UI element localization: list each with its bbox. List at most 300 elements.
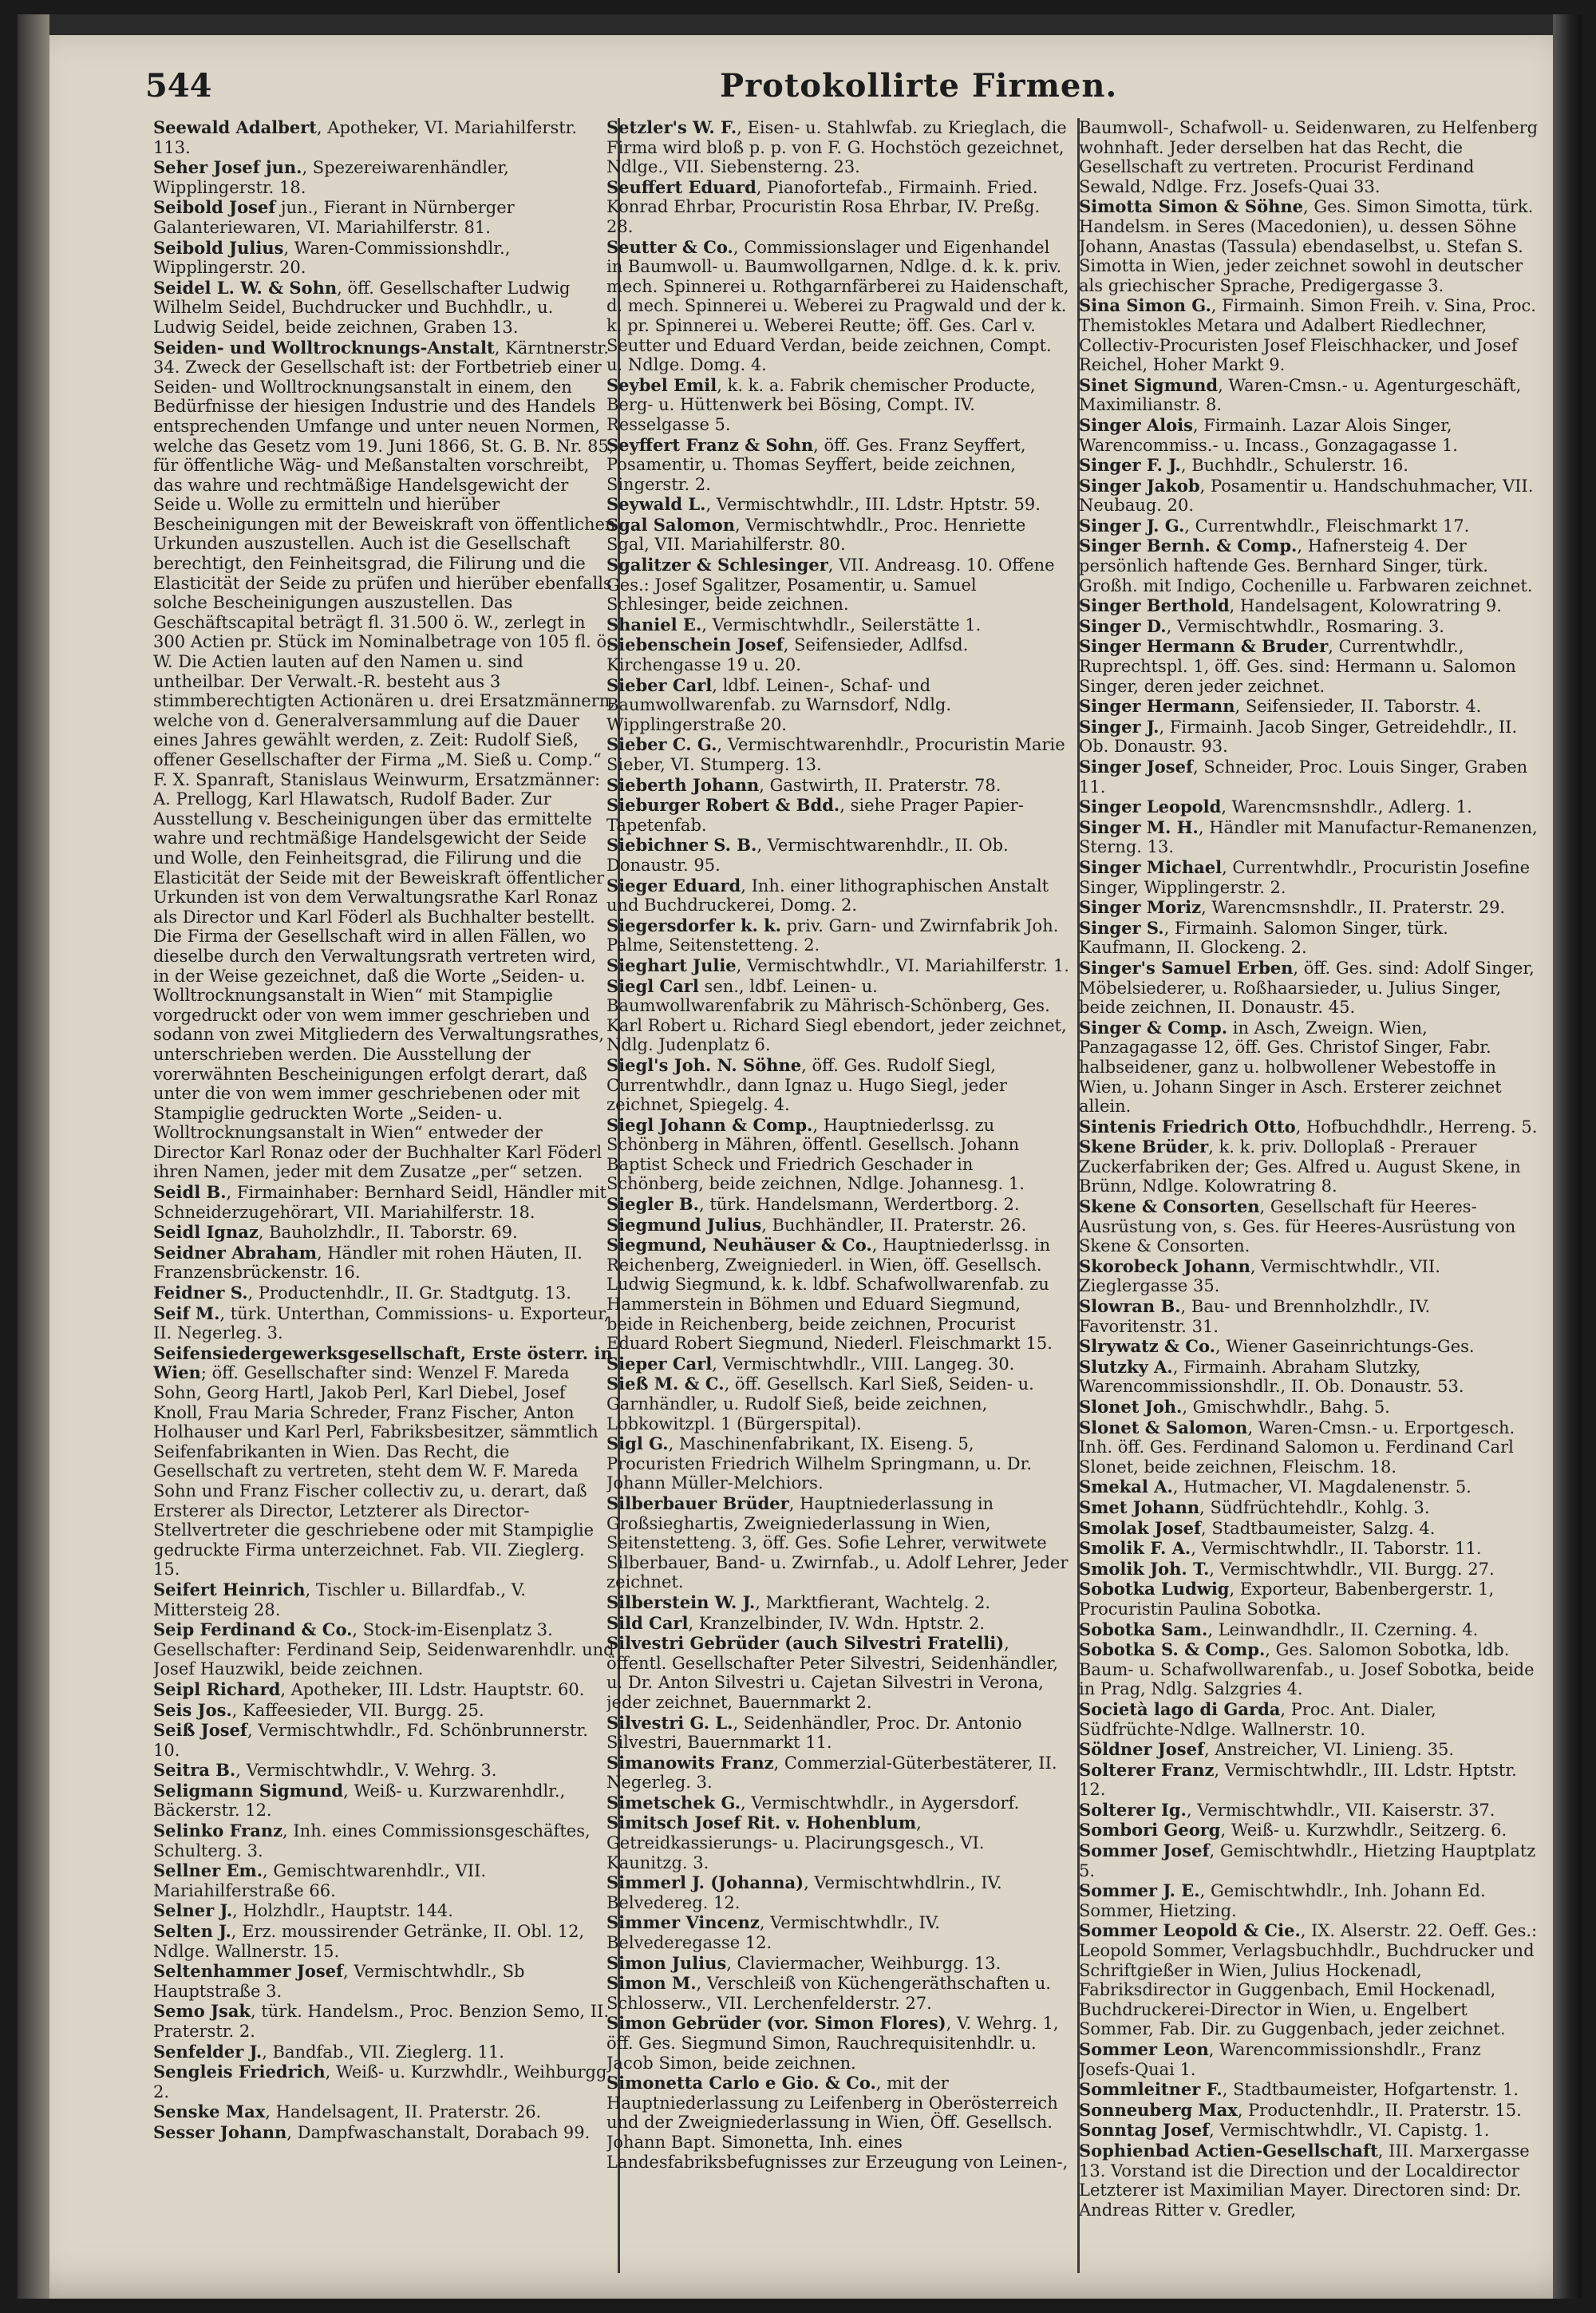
firm-details: , Waren-Cmsn.- u. Agenturgeschäft, Maximilianstr. 8. — [1079, 375, 1522, 415]
firm-name: Singer D. — [1079, 615, 1167, 636]
firm-details: , Vermischtwhdlr., VI. Mariahilferstr. 1. — [736, 955, 1069, 975]
directory-entry — [153, 1183, 616, 1222]
firm-name: Slonet Joh. — [1079, 1397, 1183, 1417]
firm-name: Slowran B. — [1079, 1296, 1181, 1317]
directory-entry — [606, 1913, 1069, 1952]
page-title: Protokollirte Firmen. — [720, 67, 1118, 105]
firm-details: , Ges. Simon Simotta, türk. Handelsm. in Seres (Macedonien), u. dessen Söhne Johann, Anastas (Tassula) ebendaselbst, u. Stefan S. Simotta in Wien, jeder zeichnet sowohl in deutscher als griechischer Sprache, Predigergasse 3. — [1079, 197, 1534, 295]
directory-entry — [1079, 1740, 1542, 1760]
firm-name: Sgalitzer & Schlesinger — [606, 555, 828, 575]
directory-entry — [1079, 2080, 1542, 2100]
firm-name: Sommer Josef — [1079, 1841, 1210, 1861]
firm-details: , Weiß- u. Kurzwarenhdlr., Bäckerstr. 12. — [153, 1781, 566, 1821]
directory-entry — [1079, 118, 1542, 196]
firm-details: , Vermischtwhdlrin., IV. Belvedereg. 12. — [606, 1873, 1002, 1912]
firm-name: Sombori Georg — [1079, 1820, 1221, 1841]
directory-entry — [1079, 1821, 1542, 1841]
firm-details: , Gesellschaft für Heeres-Ausrüstung von, s. Ges. für Heeres-Ausrüstung von Skene & Consorten. — [1079, 1197, 1516, 1256]
firm-details: , Hauptniederlssg. in Reichenberg, Zweigniederl. in Wien, öff. Gesellsch. Ludwig Siegmund, k. k. ldbf. Schafwollwarenfab. zu Hammerstein in Böhmen und Eduard Siegmund, beide in Reichenberg, beide zeichnen, Procurist Eduard Robert Siegmund, Niederl. Fleischmarkt 15. — [606, 1236, 1053, 1354]
firm-details: , öff. Ges. Rudolf Siegl, Currentwhdlr., dann Ignaz u. Hugo Siegl, jeder zeichnet, Spiegelg. 4. — [606, 1055, 1008, 1115]
firm-details: , Eisen- u. Stahlwfab. zu Krieglach, die Firma wird bloß p. p. von F. G. Hochstöch gezeichnet, Ndlge., VII. Siebensterng. 23. — [606, 118, 1067, 177]
directory-entry — [153, 1962, 616, 2001]
firm-name: Sommer J. E. — [1079, 1880, 1200, 1901]
firm-name: Sieger Eduard — [606, 875, 741, 896]
firm-name: Sobotka S. & Comp. — [1079, 1639, 1266, 1660]
firm-name: Skorobeck Johann — [1079, 1255, 1250, 1276]
firm-details: , Vermischtwhdlr., VII. Kaiserstr. 37. — [1186, 1800, 1495, 1820]
firm-details: , Vermischtwhdlr., Proc. Henriette Sgal, VII. Mariahilferstr. 80. — [606, 515, 1026, 555]
firm-name: Singer M. H. — [1079, 816, 1199, 837]
directory-entry — [1079, 959, 1542, 1018]
firm-name: Sgal Salomon — [606, 514, 735, 535]
directory-entry — [1079, 718, 1542, 757]
firm-name: Sieberth Johann — [606, 774, 760, 795]
firm-details: , Händler mit Manufactur-Remanenzen, Sterng. 13. — [1079, 817, 1538, 857]
firm-details: , Vermischtwhdlr., V. Wehrg. 3. — [235, 1761, 497, 1781]
directory-entry — [1079, 697, 1542, 717]
firm-details: , Bauholzhdlr., II. Taborstr. 69. — [258, 1223, 518, 1243]
directory-entry — [1079, 2040, 1542, 2079]
firm-details: , Waren-Cmsn.- u. Erportgesch. Inh. öff. Ges. Ferdinand Salomon u. Ferdinand Carl Slonet, beide zeichnen, Fleischm. 18. — [1079, 1417, 1515, 1477]
directory-entry — [606, 1374, 1069, 1433]
directory-entry — [153, 1620, 616, 1679]
firm-details: , ldbf. Leinen-, Schaf- und Baumwollwarenfab. zu Warnsdorf, Ndlg. Wipplingerstraße 20. — [606, 675, 952, 734]
firm-details: , Productenhdlr., II. Praterstr. 15. — [1237, 2100, 1522, 2120]
directory-entry — [1079, 1197, 1542, 1256]
firm-name: Smet Johann — [1079, 1497, 1200, 1517]
firm-name: Seip Ferdinand & Co. — [153, 1619, 353, 1640]
directory-entry — [1079, 1297, 1542, 1336]
directory-entry — [153, 1922, 616, 1961]
firm-name: Sieper Carl — [606, 1353, 713, 1374]
directory-entry — [153, 1781, 616, 1821]
firm-details: , Vermischtwhdlr., VII. Burgg. 27. — [1209, 1559, 1495, 1579]
firm-name: Singer F. J. — [1079, 455, 1181, 476]
directory-entry — [1079, 1761, 1542, 1800]
firm-details: , Vermischtwhdlr., VIII. Langeg. 30. — [712, 1354, 1015, 1374]
directory-entry — [606, 238, 1069, 375]
directory-entry — [1079, 1560, 1542, 1580]
directory-entry — [1079, 858, 1542, 897]
firm-details: , Maschinenfabrikant, IX. Eiseng. 5, Procuristen Friedrich Wilhelm Springmann, u. Dr. Johann Müller-Melchiors. — [606, 1434, 1033, 1493]
firm-name: Siegler B. — [606, 1194, 699, 1215]
firm-name: Feidner S. — [153, 1283, 248, 1303]
firm-name: Seiß Josef — [153, 1720, 247, 1741]
firm-name: Sieber Carl — [606, 674, 713, 695]
firm-details: , Commissionslager und Eigenhandel in Baumwoll- u. Baumwollgarnen, Ndlge. d. k. k. priv. mech. Spinnerei u. Rothgarnfärberei zu Haidenschaft, d. mech. Spinnerei u. Weberei zu Pragwald und der k. k. pr. Spinnerei u. Weberei Reutte; öff. Ges. Carl v. Seutter und Eduard Verdan, beide zeichnen, Compt. u. Ndlge. Domg. 4. — [606, 237, 1069, 375]
directory-entry — [153, 2002, 616, 2041]
firm-name: Silvestri G. L. — [606, 1712, 733, 1733]
directory-entry — [1079, 1580, 1542, 1619]
firm-details: , siehe Prager Papier-Tapetenfab. — [606, 796, 1024, 835]
firm-details: , Hutmacher, VI. Magdalenenstr. 5. — [1172, 1477, 1472, 1497]
firm-details: , Seidenhändler, Proc. Dr. Antonio Silvestri, Bauernmarkt 11. — [606, 1713, 1022, 1753]
firm-name: Simetschek G. — [606, 1792, 741, 1813]
firm-details: , Pianofortefab., Firmainh. Fried. Konrad Ehrbar, Procuristin Rosa Ehrbar, IV. Preßg. 28. — [606, 177, 1041, 236]
firm-name: Società lago di Garda — [1079, 1698, 1281, 1719]
directory-entry — [1079, 1498, 1542, 1518]
firm-name: Silberbauer Brüder — [606, 1493, 789, 1513]
firm-name: Selinko Franz — [153, 1821, 283, 1841]
page-number: 544 — [145, 67, 212, 105]
firm-details: , Wiener Gaseinrichtungs-Ges. — [1215, 1337, 1475, 1357]
directory-entry — [606, 556, 1069, 615]
firm-name: Sobotka Sam. — [1079, 1619, 1208, 1639]
directory-entry — [606, 916, 1069, 955]
firm-name: Setzler's W. F. — [606, 118, 737, 137]
directory-entry — [153, 1580, 616, 1619]
directory-entry — [606, 1714, 1069, 1753]
firm-details: , türk. Handelsm., Proc. Benzion Semo, II. Praterstr. 2. — [153, 2002, 609, 2041]
directory-entry — [1079, 1640, 1542, 1699]
firm-details: , Vermischtwhdlr., Sb Hauptstraße 3. — [153, 1962, 525, 2001]
firm-details: , Marktfierant, Wachtelg. 2. — [755, 1592, 991, 1612]
firm-details: , Vermischtwhdlr., in Aygersdorf. — [741, 1793, 1020, 1813]
firm-name: Seifensiedergewerksgesellschaft, Erste österr. in Wien — [153, 1342, 613, 1383]
firm-details: , Schneider, Proc. Louis Singer, Graben 11. — [1079, 757, 1528, 797]
directory-entry — [1079, 1539, 1542, 1559]
firm-details: , Gastwirth, II. Praterstr. 78. — [759, 775, 1001, 795]
directory-entry — [1079, 536, 1542, 595]
firm-details: , Vermischtwarenhdlr., II. Ob. Donaustr. 95. — [606, 836, 1009, 875]
firm-name: Simotta Simon & Söhne — [1079, 196, 1303, 217]
firm-name: Seif M. — [153, 1303, 220, 1323]
firm-details: , Weiß- u. Kurzwhdlr., Weihburgg. 2. — [153, 2062, 613, 2101]
directory-entry — [606, 1354, 1069, 1374]
firm-name: Skene & Consorten — [1079, 1196, 1260, 1217]
firm-name: Sina Simon G. — [1079, 295, 1211, 316]
firm-name: Sengleis Friedrich — [153, 2062, 326, 2082]
firm-name: Seis Jos. — [153, 1699, 232, 1720]
directory-entry — [1079, 456, 1542, 476]
firm-details: ; öff. Gesellschafter sind: Wenzel F. Mareda Sohn, Georg Hartl, Jakob Perl, Karl Diebel, Josef Knoll, Frau Maria Schreder, Franz Fischer, Anton Holhauser und Karl Perl, Fabriksbesitzer, sämmtlich Seifenfabrikanten in Wien. Das Recht, die Gesellschaft zu vertreten, steht dem W. F. Mareda Sohn und Franz Fischer collectiv zu, u. derart, daß Ersterer als Director, Letzterer als Director-Stellvertreter die geschriebene oder mit Stampiglie gedruckte Firma unterzeichnet. Fab. VII. Zieglerg. 15. — [153, 1363, 598, 1580]
firm-name: Skene Brüder — [1079, 1137, 1209, 1157]
directory-entry — [1079, 1418, 1542, 1477]
firm-details: , Currentwhdlr., Procuristin Josefine Singer, Wipplingerstr. 2. — [1079, 857, 1531, 897]
firm-name: Smolak Josef — [1079, 1517, 1201, 1538]
firm-name: Seybel Emil — [606, 374, 717, 395]
firm-details: , Firmainh. Salomon Singer, türk. Kaufmann, II. Glockeng. 2. — [1079, 918, 1448, 958]
firm-details: , öffentl. Gesellschafter Peter Silvestri, Seidenhändler, u. Dr. Anton Silvestri u. Cajetan Silvestri in Verona, jeder zeichnet, Bauernmarkt 2. — [606, 1634, 1058, 1712]
directory-entry — [153, 1901, 616, 1921]
firm-details: , Warencmsnshdlr., Adlerg. 1. — [1221, 797, 1472, 817]
firm-name: Solterer Franz — [1079, 1759, 1215, 1780]
firm-details: , Seifensieder, II. Taborstr. 4. — [1235, 697, 1482, 717]
firm-name: Sesser Johann — [153, 2121, 287, 2142]
directory-entry — [606, 1494, 1069, 1592]
firm-details: , Kärntnerstr. 34. Zweck der Gesellschaft ist: der Fortbetrieb einer Seiden- und Wolltrocknungsanstalt in einem, den Bedürfnisse der hiesigen Industrie und des Handels entsprechenden Umfange und unter neuen Normen, welche das Gesetz vom 19. Juni 1866, St. G. B. Nr. 85, für öffentliche Wäg- und Meßanstalten vorschreibt, das wahre und rechtmäßige Handelsgewicht der Seide u. Wolle zu ermitteln und hierüber Bescheinigungen mit der Beweiskraft von öffentlichen Urkunden auszustellen. Auch ist die Gesellschaft berechtigt, den Feinheitsgrad, die Filirung und die Elasticität der Seide zu prüfen und hierüber ebenfalls solche Bescheinigungen auszustellen. Das Geschäftscapital beträgt fl. 31.500 ö. W., zerlegt in 300 Actien pr. Stück im Nominalbetrage von 105 fl. ö. W. Die Actien lauten auf den Namen u. sind untheilbar. Der Verwalt.-R. besteht aus 3 stimmberechtigten Actionären u. drei Ersatzmännern, welche von d. Generalversammlung auf die Dauer eines Jahres gewählt werden, z. Zeit: Rudolf Sieß, offener Gesellschafter der Firma „M. Sieß u. Comp.“ F. X. Spanraft, Stanislaus Weinwurm, Ersatzmänner: A. Prellogg, Karl Hlawatsch, Rudolf Bader. Zur Ausstellung v. Bescheinigungen über das ermittelte wahre und rechtmäßige Handelsgewicht der Seide und Wolle, den Feinheitsgrad, die Filirung und die Elasticität der Seide mit der Beweiskraft öffentlicher Urkunden ist von dem Verwaltungsrathe Karl Ronaz als Director und Karl Föderl als Buchhalter bestellt. Die Firma der Gesellschaft wird in allen Fällen, wo dieselbe durch den Verwaltungsrath vertreten wird, in der Weise gezeichnet, daß die Worte „Seiden- u. Wolltrocknungsanstalt in Wien“ mit Stampiglie vorgedruckt oder von wem immer geschrieben und sodann von zwei Mitgliedern des Verwaltungsrathes, unterschrieben werden. Die Ausstellung der vorerwähnten Bescheinigungen erfolgt derart, daß unter die von wem immer geschriebenen oder mit Stampiglie gedruckten Worte „Seiden- u. Wolltrocknungsanstalt in Wien“ entweder der Director Karl Ronaz oder der Buchhalter Karl Föderl ihren Namen, jeder mit dem Zusatze „per“ setzen. — [153, 338, 616, 1182]
firm-name: Seidel L. W. & Sohn — [153, 277, 338, 298]
directory-entry — [153, 2042, 616, 2062]
firm-details: , Getreidkassierungs- u. Placirungsgesch., VI. Kaunitzg. 3. — [606, 1813, 985, 1872]
firm-name: Seibold Julius — [153, 237, 284, 258]
firm-name: Selten J. — [153, 1921, 231, 1942]
firm-details: , Vermischtwhdlr., Rosmaring. 3. — [1166, 616, 1444, 636]
directory-entry — [1079, 1137, 1542, 1196]
firm-details: , Hofbuchdhdlr., Herreng. 5. — [1295, 1117, 1538, 1137]
firm-name: Simon M. — [606, 1973, 697, 1994]
directory-entry — [606, 1216, 1069, 1236]
directory-entry — [1079, 376, 1542, 415]
directory-entry — [153, 1344, 616, 1580]
firm-details: , Stadtbaumeister, Salzg. 4. — [1201, 1518, 1436, 1538]
firm-details: , Leinwandhdlr., II. Czerning. 4. — [1207, 1619, 1479, 1639]
firm-name: Sinet Sigmund — [1079, 374, 1219, 395]
directory-entry — [153, 1283, 616, 1303]
firm-details: sen., ldbf. Leinen- u. Baumwollwarenfabrik zu Mährisch-Schönberg, Ges. Karl Robert u. Richard Siegl ebendort, jeder zeichnet, Ndlg. Judenplatz 6. — [606, 976, 1067, 1055]
directory-entry — [606, 1793, 1069, 1813]
firm-details: , Händler mit rohen Häuten, II. Franzensbrückenstr. 16. — [153, 1243, 583, 1283]
firm-details: , Spezereiwarenhändler, Wipplingerstr. 18. — [153, 158, 509, 197]
firm-name: Sintenis Friedrich Otto — [1079, 1116, 1296, 1137]
firm-details: , Handelsagent, II. Praterstr. 26. — [265, 2102, 542, 2122]
firm-details: , k. k. a. Fabrik chemischer Producte, Berg- u. Hüttenwerk bei Bösing, Compt. IV. Resselgasse 5. — [606, 375, 1036, 434]
firm-name: Smolik Joh. T. — [1079, 1558, 1210, 1579]
firm-details: , mit der Hauptniederlassung zu Leifenberg in Oberösterreich und der Zweigniederlassung in Wien, Öff. Gesellsch. Johann Bapt. Simonetta, Inh. eines Landesfabriksbefugnisses zur Erzeugung von Leinen-, — [606, 2074, 1069, 2172]
firm-details: , VII. Andreasg. 10. Offene Ges.: Josef Sgalitzer, Posamentir, u. Samuel Schlesinger, beide zeichnen. — [606, 556, 1055, 615]
directory-entry — [1079, 1921, 1542, 2039]
firm-details: , Buchhdlr., Schulerstr. 16. — [1180, 456, 1408, 476]
firm-name: Solterer Ig. — [1079, 1799, 1187, 1820]
firm-details: , Kaffeesieder, VII. Burgg. 25. — [231, 1700, 484, 1720]
firm-name: Simonetta Carlo e Gio. & Co. — [606, 2073, 876, 2094]
directory-entry — [606, 676, 1069, 735]
directory-entry — [606, 178, 1069, 237]
firm-details: Baumwoll-, Schafwoll- u. Seidenwaren, zu Helfenberg wohnhaft. Jeder derselben hat das Recht, die Gesellschaft zu vertreten. Procurist Ferdinand Sewald, Ndlge. Frz. Josefs-Quai 33. — [1079, 118, 1539, 196]
directory-entry — [606, 776, 1069, 796]
firm-details: , türk. Unterthan, Commissions- u. Exporteur, II. Negerleg. 3. — [153, 1303, 610, 1343]
firm-name: Seidner Abraham — [153, 1242, 317, 1263]
firm-name: Seiden- und Wolltrocknungs-Anstalt — [153, 337, 495, 358]
directory-entry — [153, 198, 616, 237]
directory-entry — [153, 2123, 616, 2143]
firm-name: Senfelder J. — [153, 2041, 263, 2062]
firm-details: , Buchhändler, II. Praterstr. 26. — [761, 1215, 1027, 1235]
firm-name: Slutzky A. — [1079, 1356, 1173, 1377]
directory-entry — [1079, 1841, 1542, 1880]
firm-name: Silvestri Gebrüder (auch Silvestri Fratelli) — [606, 1633, 1005, 1654]
directory-entry — [1079, 1477, 1542, 1497]
firm-name: Singer & Comp. — [1079, 1017, 1228, 1038]
firm-details: , Vermischtwarenhdlr., Procuristin Marie Sieber, VI. Stumperg. 13. — [606, 735, 1065, 774]
directory-entry — [1079, 197, 1542, 295]
firm-details: priv. Garn- und Zwirnfabrik Joh. Palme, Seitenstetteng. 2. — [606, 915, 1059, 955]
firm-details: , Handelsagent, Kolowratring 9. — [1229, 596, 1502, 616]
firm-name: Sobotka Ludwig — [1079, 1579, 1230, 1599]
directory-entry — [153, 2102, 616, 2122]
directory-entry — [1079, 1358, 1542, 1397]
directory-entry — [153, 158, 616, 197]
firm-details: , Dampfwaschanstalt, Dorabach 99. — [286, 2122, 591, 2142]
scan-border-top — [18, 14, 1582, 35]
directory-entry — [606, 2014, 1069, 2073]
directory-entry — [153, 1701, 616, 1721]
firm-name: Sellner Em. — [153, 1860, 263, 1881]
firm-name: Sophienbad Actien-Gesellschaft — [1079, 2140, 1378, 2161]
firm-name: Siebichner S. B. — [606, 835, 757, 856]
firm-name: Siebenschein Josef — [606, 635, 784, 655]
directory-entry — [606, 1195, 1069, 1215]
firm-details: , Ges. Salomon Sobotka, ldb. Baum- u. Schafwollwarenfab., u. Josef Sobotka, beide in Prag, Ndlg. Salzgries 4. — [1079, 1640, 1535, 1699]
firm-details: , Firmainh. Lazar Alois Singer, Warencommiss.- u. Incass., Gonzagagasse 1. — [1079, 415, 1458, 455]
directory-entry — [1079, 757, 1542, 797]
firm-details: , Apotheker, III. Ldstr. Hauptstr. 60. — [280, 1679, 585, 1699]
firm-details: , IX. Alserstr. 22. Oeff. Ges.: Leopold Sommer, Verlagsbuchhdlr., Buchdrucker und Schriftgießer in Wien, Julius Hockenadl, Fabriksdirector in Guggenbach, Emil Hockenadl, Buchdruckerei-Director in Wien, u. Engelbert Sommer, Fab. Dir. zu Guggenbach, jeder zeichnet. — [1079, 1921, 1538, 2039]
column-3 — [1079, 118, 1542, 2273]
directory-entry — [153, 1243, 616, 1283]
directory-entry — [1079, 1620, 1542, 1640]
directory-entry — [153, 1304, 616, 1343]
directory-entry — [153, 338, 616, 1183]
directory-entry — [1079, 1257, 1542, 1296]
firm-details: , Firmainh. Abraham Slutzky, Warencommissionshdlr., II. Ob. Donaustr. 53. — [1079, 1357, 1464, 1397]
firm-name: Singer J. — [1079, 716, 1159, 737]
directory-entry — [153, 2062, 616, 2101]
firm-details: , Erz. moussirender Getränke, II. Obl. 12, Ndlge. Wallnerstr. 15. — [153, 1922, 585, 1961]
firm-details: , Inh. eines Commissionsgeschäftes, Schulterg. 3. — [153, 1821, 591, 1860]
firm-details: , Stock-im-Eisenplatz 3. Gesellschafter: Ferdinand Seip, Seidenwarenhdlr. und Josef Hauzwikl, beide zeichnen. — [153, 1620, 614, 1679]
firm-name: Sieber C. G. — [606, 734, 717, 755]
firm-details: , V. Wehrg. 1, öff. Ges. Siegmund Simon, Rauchrequisitenhdlr. u. Jacob Simon, beide zeichnen. — [606, 2014, 1059, 2073]
firm-name: Singer's Samuel Erben — [1079, 957, 1294, 978]
firm-details: , Gemischtwhdlr., Inh. Johann Ed. Sommer, Hietzing. — [1079, 1881, 1486, 1920]
firm-details: , Bau- und Brennholzhdlr., IV. Favoritenstr. 31. — [1079, 1297, 1431, 1336]
directory-entry — [153, 1821, 616, 1860]
firm-name: Siegersdorfer k. k. — [606, 915, 781, 935]
firm-name: Sonneuberg Max — [1079, 2099, 1238, 2120]
firm-name: Seuffert Eduard — [606, 176, 757, 197]
firm-name: Seltenhammer Josef — [153, 1961, 344, 1982]
firm-name: Shaniel E. — [606, 614, 702, 635]
firm-details: , Exporteur, Babenbergerstr. 1, Procuristin Paulina Sobotka. — [1079, 1580, 1495, 1619]
firm-name: Singer J. G. — [1079, 515, 1185, 536]
directory-entry — [1079, 637, 1542, 696]
directory-entry — [606, 635, 1069, 674]
directory-entry — [1079, 1018, 1542, 1117]
firm-name: Sieghart Julie — [606, 955, 737, 975]
firm-name: Seitra B. — [153, 1760, 236, 1781]
firm-details: , Bandfab., VII. Zieglerg. 11. — [262, 2042, 504, 2062]
firm-name: Sieburger Robert & Bdd. — [606, 795, 840, 816]
firm-name: Sommer Leon — [1079, 2039, 1209, 2059]
firm-details: jun., Fierant in Nürnberger Galanteriewaren, VI. Mariahilferstr. 81. — [153, 198, 515, 237]
directory-entry — [606, 1954, 1069, 1974]
firm-details: , Tischler u. Billardfab., V. Mittersteig 28. — [153, 1580, 526, 1619]
firm-name: Seifert Heinrich — [153, 1579, 306, 1599]
directory-entry — [1079, 1337, 1542, 1357]
directory-entry — [1079, 476, 1542, 516]
directory-entry — [606, 956, 1069, 976]
directory-entry — [1079, 296, 1542, 374]
firm-details: , Anstreicher, VI. Linieng. 35. — [1204, 1740, 1455, 1760]
firm-name: Seywald L. — [606, 494, 706, 515]
firm-name: Smekal A. — [1079, 1477, 1173, 1497]
directory-entry — [606, 376, 1069, 435]
firm-details: in Asch, Zweign. Wien, Panzagagasse 12, öff. Ges. Christof Singer, Fabr. halbseidener, ganz u. holbwollener Webestoffe in Wien, u. Johann Singer in Asch. Ersterer zeichnet allein. — [1079, 1018, 1502, 1117]
firm-details: , Stadtbaumeister, Hofgartenstr. 1. — [1222, 2080, 1519, 2100]
firm-name: Singer Moriz — [1079, 897, 1202, 918]
firm-name: Söldner Josef — [1079, 1739, 1204, 1760]
firm-name: Sommleitner F. — [1079, 2079, 1223, 2100]
firm-details: , Warencmsnshdlr., II. Praterstr. 29. — [1201, 898, 1506, 918]
firm-name: Seibold Josef — [153, 197, 276, 218]
directory-entry — [606, 1434, 1069, 1493]
firm-name: Siegmund, Neuhäuser & Co. — [606, 1235, 872, 1255]
firm-name: Siegl Carl — [606, 975, 699, 996]
firm-name: Selner J. — [153, 1900, 233, 1921]
firm-details: , öff. Ges. sind: Adolf Singer, Möbelsiederer, u. Roßhaarsieder, u. Julius Singer, beide zeichnen, II. Donaustr. 45. — [1079, 958, 1535, 1018]
firm-details: , Inh. einer lithographischen Anstalt und Buchdruckerei, Domg. 2. — [606, 876, 1049, 915]
directory-entry — [1079, 797, 1542, 817]
firm-name: Seyffert Franz & Sohn — [606, 434, 814, 455]
firm-name: Seipl Richard — [153, 1678, 281, 1699]
directory-entry — [1079, 919, 1542, 958]
firm-details: , öff. Ges. Franz Seyffert, Posamentir, u. Thomas Seyffert, beide zeichnen, Singerstr. 2. — [606, 435, 1026, 494]
firm-name: Slonet & Salomon — [1079, 1417, 1248, 1437]
directory-entry — [1079, 1881, 1542, 1920]
firm-details: , Vermischtwhdlr., IV. Belvederegasse 12. — [606, 1913, 940, 1953]
directory-entry — [153, 118, 616, 157]
firm-details: , Vermischtwhdlr., Fd. Schönbrunnerstr. 10. — [153, 1721, 588, 1760]
firm-name: Simanowits Franz — [606, 1752, 774, 1773]
firm-name: Singer Alois — [1079, 414, 1193, 435]
directory-entry — [606, 495, 1069, 515]
firm-name: Semo Jsak — [153, 2001, 251, 2022]
directory-entry — [1079, 1117, 1542, 1137]
directory-entry — [153, 1680, 616, 1700]
scanned-page — [18, 14, 1582, 2299]
directory-entry — [153, 1223, 616, 1243]
firm-details: , Weiß- u. Kurzwhdlr., Seitzerg. 6. — [1220, 1821, 1507, 1841]
directory-entry — [606, 615, 1069, 635]
firm-details: , Commerzial-Güterbestäterer, II. Negerleg. 3. — [606, 1753, 1057, 1793]
firm-name: Seutter & Co. — [606, 236, 733, 257]
firm-details: , Hafnersteig 4. Der persönlich haftende Ges. Bernhard Singer, türk. Großh. mit Indigo, Cochenille u. Farbwaren zeichnet. — [1079, 536, 1533, 595]
firm-name: Singer Michael — [1079, 856, 1223, 877]
directory-entry — [1079, 516, 1542, 536]
directory-entry — [606, 735, 1069, 774]
scan-border-left — [18, 14, 49, 2299]
firm-details: , Vermischtwhdlr., III. Ldstr. Hptstr. 12. — [1079, 1760, 1517, 1800]
firm-details: , Firmainh. Simon Freih. v. Sina, Proc. Themistokles Metara und Adalbert Riedlechner, Collectiv-Procuristen Josef Fleischhacker, und Josef Reichel, Hoher Markt 9. — [1079, 296, 1536, 375]
firm-details: , Currentwhdlr., Ruprechtspl. 1, öff. Ges. sind: Hermann u. Salomon Singer, deren jeder zeichnet. — [1079, 637, 1516, 696]
directory-entry — [606, 836, 1069, 875]
firm-details: , Vermischtwhdlr., VI. Capistg. 1. — [1209, 2121, 1490, 2141]
firm-details: , Productenhdlr., II. Gr. Stadtgutg. 13. — [247, 1283, 571, 1303]
firm-name: Smolik F. A. — [1079, 1538, 1191, 1559]
firm-details: , Holzhdlr., Hauptstr. 144. — [232, 1901, 453, 1921]
directory-entry — [606, 876, 1069, 915]
firm-details: , türk. Handelsmann, Werdertborg. 2. — [698, 1195, 1020, 1215]
firm-details: , Firmainh. Jacob Singer, Getreidehdlr., II. Ob. Donaustr. 93. — [1079, 717, 1518, 757]
firm-name: Sieß M. & C. — [606, 1374, 725, 1394]
directory-entry — [153, 279, 616, 338]
directory-entry — [1079, 818, 1542, 857]
column-2 — [606, 118, 1069, 2273]
directory-entry — [606, 1754, 1069, 1793]
directory-entry — [1079, 1398, 1542, 1417]
firm-name: Singer S. — [1079, 917, 1164, 938]
firm-name: Seher Josef jun. — [153, 157, 302, 178]
firm-name: Singer Hermann — [1079, 696, 1235, 717]
firm-name: Sommer Leopold & Cie. — [1079, 1920, 1301, 1941]
directory-entry — [606, 1056, 1069, 1115]
firm-details: , k. k. priv. Dolloplaß - Prerauer Zuckerfabriken der; Ges. Alfred u. August Skene, in Brünn, Ndlge. Kolowratring 8. — [1079, 1137, 1521, 1196]
directory-entry — [1079, 898, 1542, 918]
firm-name: Senske Max — [153, 2101, 266, 2122]
firm-name: Slrywatz & Co. — [1079, 1336, 1215, 1357]
firm-details: , Waren-Commissionshdlr., Wipplingerstr. 20. — [153, 238, 511, 278]
